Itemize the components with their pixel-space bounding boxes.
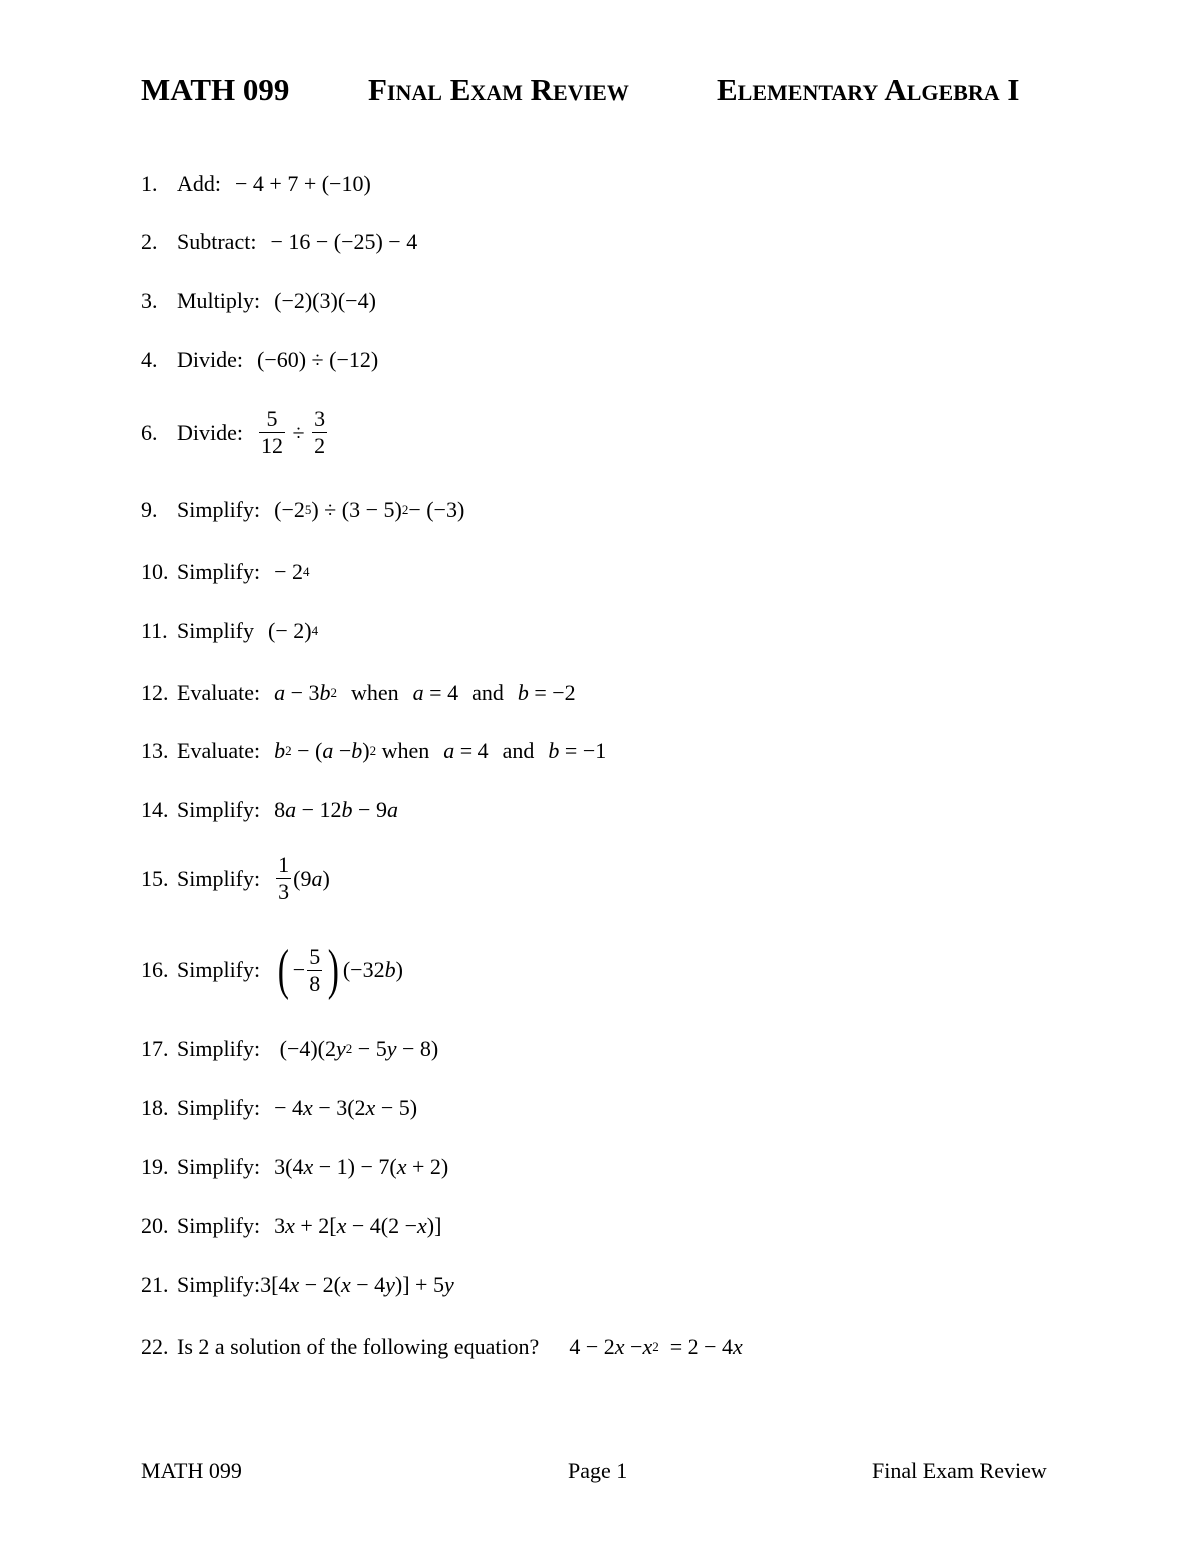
question-number: 16.	[141, 957, 169, 982]
document-title: Final Exam Review	[368, 72, 629, 107]
question-4	[141, 346, 378, 374]
math-expression: 4 − 2 x − x 2 = 2 − 4 x	[569, 1334, 743, 1359]
question-label: Multiply:	[177, 288, 261, 313]
course-title: Elementary Algebra I	[717, 72, 1020, 107]
question-number: 6.	[141, 419, 158, 445]
question-label: Simplify:	[177, 865, 261, 891]
question-number: 22.	[141, 1334, 169, 1359]
question-label: Simplify:	[177, 1154, 261, 1179]
math-expression: (− 2) 4	[268, 618, 319, 643]
math-expression: − 16 − (−25) − 4	[270, 229, 418, 254]
question-1	[141, 170, 371, 198]
question-number: 2.	[141, 229, 158, 254]
question-label: Simplify:	[177, 797, 261, 822]
question-label: Is 2 a solution of the following equation?	[177, 1334, 540, 1359]
question-number: 12.	[141, 680, 169, 705]
question-number: 15.	[141, 865, 169, 891]
question-17	[141, 1035, 438, 1063]
question-13	[141, 737, 606, 765]
question-number: 13.	[141, 738, 169, 763]
question-18	[141, 1094, 417, 1122]
math-expression: ( − $\frac{5}{8}$ ) (−32 b )	[277, 939, 403, 1001]
math-expression: (−2)(3)(−4)	[274, 288, 376, 313]
question-label: Simplify:	[177, 1036, 261, 1061]
question-number: 17.	[141, 1036, 169, 1061]
math-expression: − 2 4	[274, 559, 310, 584]
math-expression: 3(4 x − 1) − 7( x + 2)	[274, 1154, 449, 1179]
question-number: 11.	[141, 618, 168, 643]
question-label: Simplify:	[177, 1095, 261, 1120]
question-label: Simplify:	[177, 559, 261, 584]
question-6	[141, 406, 329, 459]
question-label: Evaluate:	[177, 680, 261, 705]
question-number: 1.	[141, 171, 158, 196]
math-expression: (−2 5 ) ÷ (3 − 5) 2 − (−3)	[274, 497, 465, 522]
question-19	[141, 1153, 448, 1181]
question-label: Subtract:	[177, 229, 257, 254]
footer-title: Final Exam Review	[872, 1458, 1047, 1483]
question-2	[141, 228, 417, 256]
question-number: 10.	[141, 559, 169, 584]
question-14	[141, 796, 398, 824]
question-number: 20.	[141, 1213, 169, 1238]
question-16	[141, 939, 403, 1001]
question-11	[141, 617, 318, 645]
question-15	[141, 852, 330, 905]
math-expression: 3[4 x − 2( x − 4 y )] + 5 y	[260, 1272, 454, 1297]
question-label: Simplify:	[177, 1272, 261, 1297]
question-number: 18.	[141, 1095, 169, 1120]
question-number: 21.	[141, 1272, 169, 1297]
math-expression: − 4 + 7 + (−10)	[235, 171, 371, 196]
question-number: 19.	[141, 1154, 169, 1179]
question-21	[141, 1271, 454, 1299]
math-expression: − 4 x − 3(2 x − 5)	[274, 1095, 418, 1120]
math-expression: (−60) ÷ (−12)	[257, 347, 379, 372]
question-label: Simplify	[177, 618, 255, 643]
math-expression: 3 x + 2[ x − 4(2 − x )]	[274, 1213, 442, 1238]
question-12	[141, 679, 576, 707]
math-expression: $\frac{5}{12}$ ÷ $\frac{3}{2}$	[261, 406, 326, 458]
question-number: 14.	[141, 797, 169, 822]
question-9	[141, 496, 464, 524]
question-20	[141, 1212, 441, 1240]
question-number: 3.	[141, 288, 158, 313]
question-3	[141, 287, 376, 315]
math-expression: 8 a − 12 b − 9 a	[274, 797, 398, 822]
question-label: Simplify:	[177, 957, 261, 982]
question-label: Add:	[177, 171, 221, 196]
math-expression: (−4)(2 y 2 − 5 y − 8)	[274, 1036, 439, 1061]
question-10	[141, 558, 310, 586]
math-expression: a − 3 b 2 when a = 4 and b = −2	[274, 680, 576, 705]
math-expression: b 2 − ( a − b ) 2 when a = 4 and b = −1	[274, 738, 607, 763]
question-label: Simplify:	[177, 1213, 261, 1238]
course-code: MATH 099	[141, 72, 290, 107]
question-number: 9.	[141, 497, 158, 522]
question-label: Divide:	[177, 347, 243, 372]
question-22	[141, 1333, 743, 1361]
footer-course: MATH 099	[141, 1458, 242, 1483]
question-number: 4.	[141, 347, 158, 372]
question-label: Divide:	[177, 419, 243, 445]
math-expression: $\frac{1}{3}$ (9 a )	[278, 852, 330, 904]
question-label: Evaluate:	[177, 738, 261, 763]
page-number: Page 1	[568, 1458, 628, 1483]
question-label: Simplify:	[177, 497, 261, 522]
